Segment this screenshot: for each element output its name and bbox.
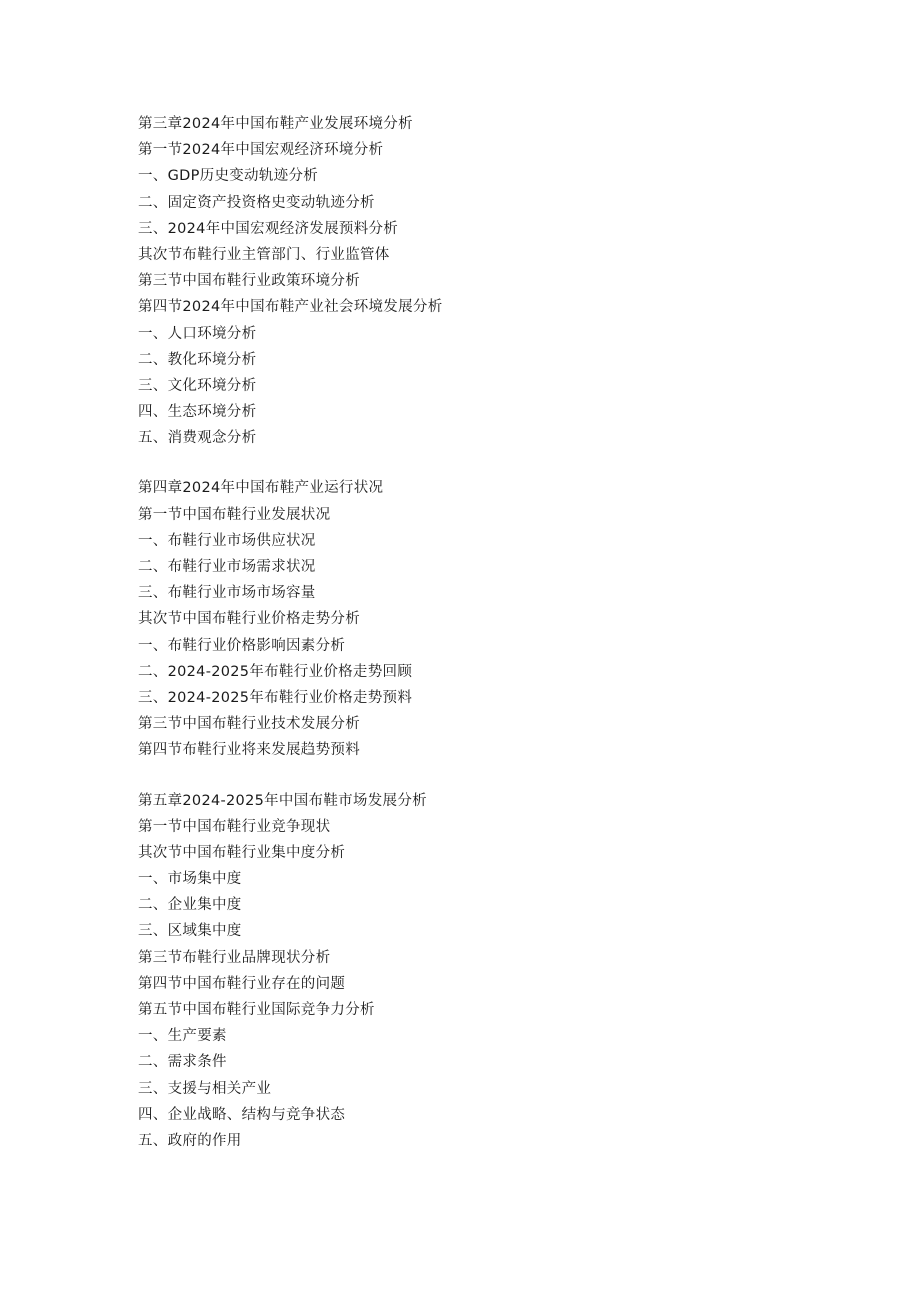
toc-entry: 三、布鞋行业市场市场容量 bbox=[138, 585, 316, 602]
toc-entry: 其次节中国布鞋行业集中度分析 bbox=[138, 844, 346, 861]
toc-entry: 二、2024-2025年布鞋行业价格走势回顾 bbox=[138, 663, 413, 680]
toc-entry: 三、支援与相关产业 bbox=[138, 1080, 272, 1097]
toc-entry: 其次节布鞋行业主管部门、行业监管体 bbox=[138, 246, 390, 263]
toc-entry: 一、生产要素 bbox=[138, 1028, 227, 1045]
toc-entry: 第四节布鞋行业将来发展趋势预料 bbox=[138, 742, 360, 759]
toc-entry: 其次节中国布鞋行业价格走势分析 bbox=[138, 611, 360, 628]
toc-entry: 第三节布鞋行业品牌现状分析 bbox=[138, 949, 331, 966]
toc-entry: 第一节2024年中国宏观经济环境分析 bbox=[138, 142, 384, 159]
toc-entry: 第三节中国布鞋行业技术发展分析 bbox=[138, 716, 360, 733]
toc-section bbox=[138, 111, 838, 451]
toc-entry: 第一节中国布鞋行业发展状况 bbox=[138, 506, 331, 523]
toc-entry: 第五节中国布鞋行业国际竞争力分析 bbox=[138, 1002, 375, 1018]
table-of-contents bbox=[138, 111, 838, 1154]
toc-entry: 第三节中国布鞋行业政策环境分析 bbox=[138, 273, 360, 290]
toc-entry: 四、生态环境分析 bbox=[138, 404, 257, 421]
toc-entry: 三、文化环境分析 bbox=[138, 377, 257, 394]
toc-entry: 四、企业战略、结构与竞争状态 bbox=[138, 1106, 346, 1123]
toc-entry: 五、消费观念分析 bbox=[138, 430, 257, 447]
toc-entry: 第四节2024年中国布鞋产业社会环境发展分析 bbox=[138, 299, 443, 316]
toc-entry: 第四节中国布鞋行业存在的问题 bbox=[138, 975, 346, 992]
toc-entry: 一、布鞋行业市场供应状况 bbox=[138, 532, 316, 549]
toc-entry: 二、教化环境分析 bbox=[138, 351, 257, 368]
toc-entry: 五、政府的作用 bbox=[138, 1132, 242, 1149]
toc-entry: 一、布鞋行业价格影响因素分析 bbox=[138, 637, 346, 654]
chapter-heading: 第五章2024-2025年中国布鞋市场发展分析 bbox=[138, 792, 427, 809]
chapter-heading: 第三章2024年中国布鞋产业发展环境分析 bbox=[138, 116, 413, 132]
toc-entry: 三、2024年中国宏观经济发展预料分析 bbox=[138, 220, 399, 237]
toc-section bbox=[138, 475, 838, 763]
toc-entry: 二、布鞋行业市场需求状况 bbox=[138, 559, 316, 575]
toc-entry: 一、GDP历史变动轨迹分析 bbox=[138, 168, 319, 185]
toc-entry: 二、固定资产投资格史变动轨迹分析 bbox=[138, 194, 375, 211]
toc-entry: 二、需求条件 bbox=[138, 1054, 227, 1071]
toc-entry: 三、区域集中度 bbox=[138, 923, 242, 940]
toc-entry: 二、企业集中度 bbox=[138, 897, 242, 914]
toc-entry: 三、2024-2025年布鞋行业价格走势预料 bbox=[138, 689, 413, 706]
toc-entry: 第一节中国布鞋行业竞争现状 bbox=[138, 818, 331, 835]
toc-entry: 一、市场集中度 bbox=[138, 871, 242, 888]
toc-section bbox=[138, 788, 838, 1155]
toc-entry: 一、人口环境分析 bbox=[138, 325, 257, 342]
chapter-heading: 第四章2024年中国布鞋产业运行状况 bbox=[138, 480, 384, 497]
